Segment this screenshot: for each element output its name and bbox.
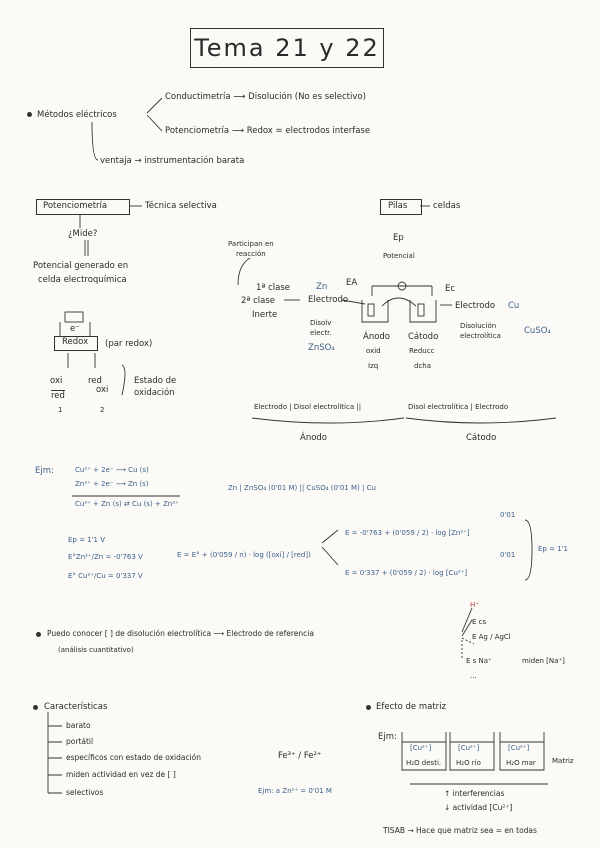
char-ejm: Ejm: a Zn²⁺ = 0'01 M [258,787,332,795]
nernst-equation: E = E° + (0'059 / n) · log ([oxi] / [red]) [177,551,311,559]
electrodo-left: Electrodo [308,295,349,305]
fe-couple: Fe³⁺ / Fe²⁺ [278,751,322,761]
conocer-line-2: (análisis cuantitativo) [58,646,134,654]
char-item-3: específicos con estado de oxidación [66,753,202,762]
ecs-label: E cs [472,618,487,626]
page-title: Tema 21 y 22 [194,34,380,62]
dcha-text: dcha [414,362,432,370]
redox-label: Redox [62,337,89,347]
disolv-text-2: electr. [310,329,332,337]
estado-text-1: Estado de [134,376,177,386]
caracteristicas-label: Características [44,702,108,712]
izq-text: Izq [368,362,379,370]
disolucion-text-2: electrolítica [460,332,501,340]
anodo-text: Ánodo [363,332,390,342]
mide-text: ¿Mide? [68,229,98,239]
bullet [27,112,32,117]
dots: ... [470,672,477,680]
tisab-text: TISAB → Hace que matriz sea = en todas [383,826,537,835]
char-item-1: barato [66,721,91,730]
electrodo-right: Electrodo [455,301,496,311]
water-3-label: H₂O mar [506,759,536,767]
beaker-3-label: [Cu²⁺] [508,744,530,752]
disolv-text-1: Disolv [310,319,332,327]
e2-equation: E = 0'337 + (0'059 / 2) · log [Cu²⁺] [345,569,468,577]
matriz-ejm: Ejm: [378,732,397,742]
c2-label: 0'01 [500,551,516,559]
water-1-label: H₂O desti. [406,759,442,767]
e1-equation: E = -0'763 + (0'059 / 2) · log [Zn²⁺] [345,529,470,537]
electron-label: e⁻ [70,324,80,334]
one-label: 1 [58,406,63,414]
red2-label: red [88,376,102,386]
disolucion-text-1: Disolución [460,322,497,330]
par-redox-text: (par redox) [105,339,153,349]
esquema-left: Electrodo | Disol electrolítica || [254,403,362,411]
esna-label: E s Na⁺ [466,657,492,665]
ec-label: Ec [445,284,456,294]
char-item-5: selectivos [66,788,104,797]
bullet [36,632,41,637]
potenciometria-box-label: Potenciometría [43,201,108,211]
tecnica-text: Técnica selectiva [145,201,217,211]
celdas-text: celdas [433,201,461,211]
inerte-label: Inerte [252,310,278,320]
matriz-label: Efecto de matriz [376,702,446,712]
metodos-label: Métodos eléctricos [37,110,117,120]
cell-notation: Zn | ZnSO₄ (0'01 M) || CuSO₄ (0'01 M) | Cu [228,484,376,492]
reduc-text: Reducc [409,347,435,355]
oxid-text: oxid [366,347,381,355]
beaker-2-label: [Cu²⁺] [458,744,480,752]
ejm-label: Ejm: [35,466,54,476]
ep2-label: Ep = 1'1 [538,545,569,553]
clase2-label: 2ª clase [241,296,276,306]
h-plus-label: H⁺ [470,601,479,609]
catodo-text: Cátodo [408,332,439,342]
beaker-1-label: [Cu²⁺] [410,744,432,752]
conductimetria-text: Conductimetría ⟶ Disolución (No es selectivo) [165,92,366,102]
bullet [366,705,371,710]
char-item-4: miden actividad en vez de [ ] [66,770,176,779]
reaction-1: Cu²⁺ + 2e⁻ ⟶ Cu (s) [75,466,149,474]
c1-label: 0'01 [500,511,516,519]
catodo-label: Cátodo [466,433,497,443]
conocer-line-1: Puedo conocer [ ] de disolución electrolítica ⟶ Electrodo de referencia [47,629,314,638]
reaction-3: Cu²⁺ + Zn (s) ⇄ Cu (s) + Zn²⁺ [75,500,179,508]
reaction-2: Zn²⁺ + 2e⁻ ⟶ Zn (s) [75,480,149,488]
potencial-text-2: celda electroquímica [38,275,127,285]
clase1-label: 1ª clase [256,283,291,293]
esquema-right: Disol electrolítica | Electrodo [408,403,509,411]
e-cu-value: E° Cu²⁺/Cu = 0'337 V [68,572,143,580]
oxi2-label: oxi [96,385,109,395]
anodo-label: Ánodo [300,433,327,443]
bullet [33,705,38,710]
znso4-label: ZnSO₄ [308,343,335,353]
water-2-label: H₂O río [456,759,481,767]
miden-text: miden [Na⁺] [522,657,565,665]
interferencias-text: ↑ interferencias [444,789,505,798]
estado-text-2: oxidación [134,388,175,398]
participan-text-1: Participan en [228,240,274,248]
potencial-text-1: Potencial generado en [33,261,129,271]
title-box [190,28,384,68]
ventaja-text: ventaja → instrumentación barata [100,156,245,166]
actividad-text: ↓ actividad [Cu²⁺] [444,803,513,812]
ep-value: Ep = 1'1 V [68,536,106,544]
zn-label: Zn [316,282,328,292]
red-label: red [51,391,65,401]
potenciometria-text: Potenciometría ⟶ Redox = electrodos interfase [165,126,371,136]
e-zn-value: E°Zn²⁺/Zn = -0'763 V [68,553,143,561]
pilas-box-label: Pilas [388,201,408,211]
matriz-word: Matriz [552,757,574,765]
participan-text-2: reacción [236,250,266,258]
oxi-label: oxi [50,376,63,386]
potencial-label: Potencial [383,252,415,260]
cuso4-label: CuSO₄ [524,326,551,336]
eag-label: E Ag / AgCl [472,633,511,641]
two-label: 2 [100,406,105,414]
ea-label: EA [346,278,358,288]
char-item-2: portátil [66,737,94,746]
cu-label: Cu [508,301,520,311]
ep-label: Ep [393,233,404,243]
